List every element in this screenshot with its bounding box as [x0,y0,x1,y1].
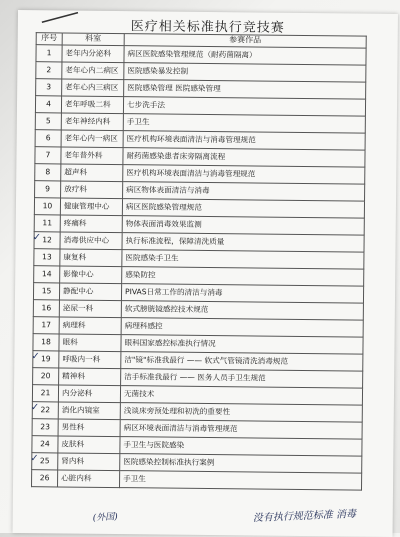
row-number [33,317,59,334]
row-work-title: 眼科国家感控标准执行情况 [121,335,363,355]
row-work-title: 手卫生与医院感染 [120,437,362,457]
row-number [33,300,59,317]
row-work-title: 洁"镜"标准我最行 —— 软式气管镜清洗消毒规范 [121,352,363,372]
row-number [32,385,58,402]
check-mark-icon: ✓ [31,351,40,363]
row-number [35,113,61,130]
row-work-title: 医院感染管理 医院感染管理 [124,80,366,100]
row-number [32,470,58,487]
row-number [33,351,59,368]
row-department: 消化内镜室 [58,402,120,420]
row-number [35,147,61,164]
row-number-text: 2 [46,65,52,75]
row-number-text: 14 [41,269,52,279]
row-number [33,368,59,385]
row-work-title: 病区环境表面清洁与消毒管理规范 [120,420,362,440]
row-department: 老年内分泌科 [62,45,124,63]
row-number [32,436,58,453]
row-work-title: 医院感染暴发控制 [124,63,366,83]
row-department: 眼科 [59,334,121,352]
row-number-text: 13 [42,252,52,262]
handwritten-note-left: (外国) [92,512,119,524]
row-department: 消毒供应中心 [60,232,122,250]
row-number-text: 17 [41,320,52,330]
row-work-title: 洁手标准我最行 —— 医务人员手卫生规范 [121,369,363,389]
row-number-text: 18 [41,337,51,347]
table-row [32,470,362,490]
row-department: 老年呼吸二科 [61,96,123,114]
row-work-title: 浅谈床旁预处理和初洗的重要性 [120,403,362,423]
row-work-title: 医院感染控制标准执行案例 [120,454,362,474]
row-number [34,266,60,283]
row-department: 精神科 [59,368,121,386]
row-number-text: 10 [42,201,53,211]
row-number-text: 24 [40,439,50,449]
row-number-text: 5 [45,116,51,126]
row-department: 皮肤科 [58,436,120,454]
row-work-title: 病理科感控 [121,318,363,338]
row-number-text: 11 [42,218,53,228]
row-department: 呼吸内一科 [59,351,121,369]
handwritten-note-right: 没有执行规范标准 消毒 [252,508,357,525]
header-work: 参赛作品 [124,34,366,49]
row-department: 老年心内三病区 [62,79,124,97]
row-department: 老年神经内科 [61,113,123,131]
row-work-title: 病区医院感染管理规范（耐药菌隔离） [124,46,366,66]
row-number-text: 22 [40,405,51,415]
row-number [35,96,61,113]
row-number-text: 20 [40,371,51,381]
row-work-title: 病区医院感染管理规范 [122,199,364,219]
row-number [33,283,59,300]
row-department: 肾内科 [58,453,120,471]
row-number [36,62,62,79]
row-department: 老年普外科 [61,147,123,165]
row-work-title: 耐药菌感染患者床旁隔离流程 [123,148,365,168]
row-department: 心脏内科 [58,470,120,488]
row-work-title: 医疗机构环境表面清洁与消毒管理规范 [123,165,365,185]
row-work-title: 感染防控 [122,267,364,287]
row-number [34,198,60,215]
header-department: 科室 [62,33,124,46]
table-body [32,45,367,490]
row-department: 男性科 [58,419,120,437]
row-department: 泌尿一科 [59,300,121,318]
row-number [36,79,62,96]
row-department: 静配中心 [59,283,121,301]
row-department: 康复科 [60,249,122,267]
row-number-text: 9 [45,184,51,194]
row-number-text: 1 [46,48,52,58]
page-title: 医疗相关标准执行竞技赛 [130,19,285,36]
row-number-text: 15 [41,286,52,296]
row-department: 病理科 [59,317,121,335]
row-department: 健康管理中心 [60,198,122,216]
row-number [34,249,60,266]
check-mark-icon: ✓ [32,232,42,244]
row-department: 疼痛科 [60,215,122,233]
row-work-title: 无菌技术 [120,386,362,406]
row-number [35,130,61,147]
row-number-text: 7 [45,150,51,160]
row-number-text: 26 [39,473,50,483]
row-number-text: 25 [39,456,50,466]
check-mark-icon: ✓ [30,453,39,465]
row-number-text: 16 [41,303,52,313]
row-number-text: 4 [46,99,51,109]
row-work-title: 手卫生 [120,471,362,491]
row-number [35,164,61,181]
competition-table [31,32,367,490]
row-number [32,402,58,419]
row-department: 内分泌科 [58,385,120,403]
row-work-title: 执行标准流程，保障清洗质量 [122,233,364,253]
row-number-text: 3 [46,82,52,92]
row-work-title: 手卫生 [123,114,365,134]
row-department: 老年心内二病区 [62,62,124,80]
row-number [32,419,58,436]
row-number-text: 12 [42,235,52,245]
row-number [34,215,60,232]
row-number [35,181,61,198]
row-number-text: 19 [40,354,51,364]
row-department: 老年心内一病区 [61,130,123,148]
row-number [32,453,58,470]
row-number-text: 21 [40,388,51,398]
row-work-title: 物体表面消毒效果监测 [122,216,364,236]
header-number: 序号 [36,33,62,45]
row-department: 影像中心 [60,266,122,284]
row-work-title: 病区物体表面清洁与消毒 [123,182,365,202]
document-page [13,10,398,537]
row-work-title: 软式膀胱镜感控技术规范 [121,301,363,321]
row-work-title: PIVAS日常工作的清洁与消毒 [121,284,363,304]
row-work-title: 医院感染手卫生 [122,250,364,270]
row-number-text: 8 [45,167,51,177]
check-mark-icon: ✓ [30,402,40,414]
row-number-text: 23 [40,422,51,432]
row-work-title: 七步洗手法 [123,97,365,117]
row-department: 放疗科 [61,181,123,199]
row-work-title: 医疗机构环境表面清洁与消毒管理规范 [123,131,365,151]
row-number [34,232,60,249]
row-number [33,334,59,351]
row-number [36,45,62,62]
row-department: 超声科 [61,164,123,182]
row-number-text: 6 [45,133,51,143]
